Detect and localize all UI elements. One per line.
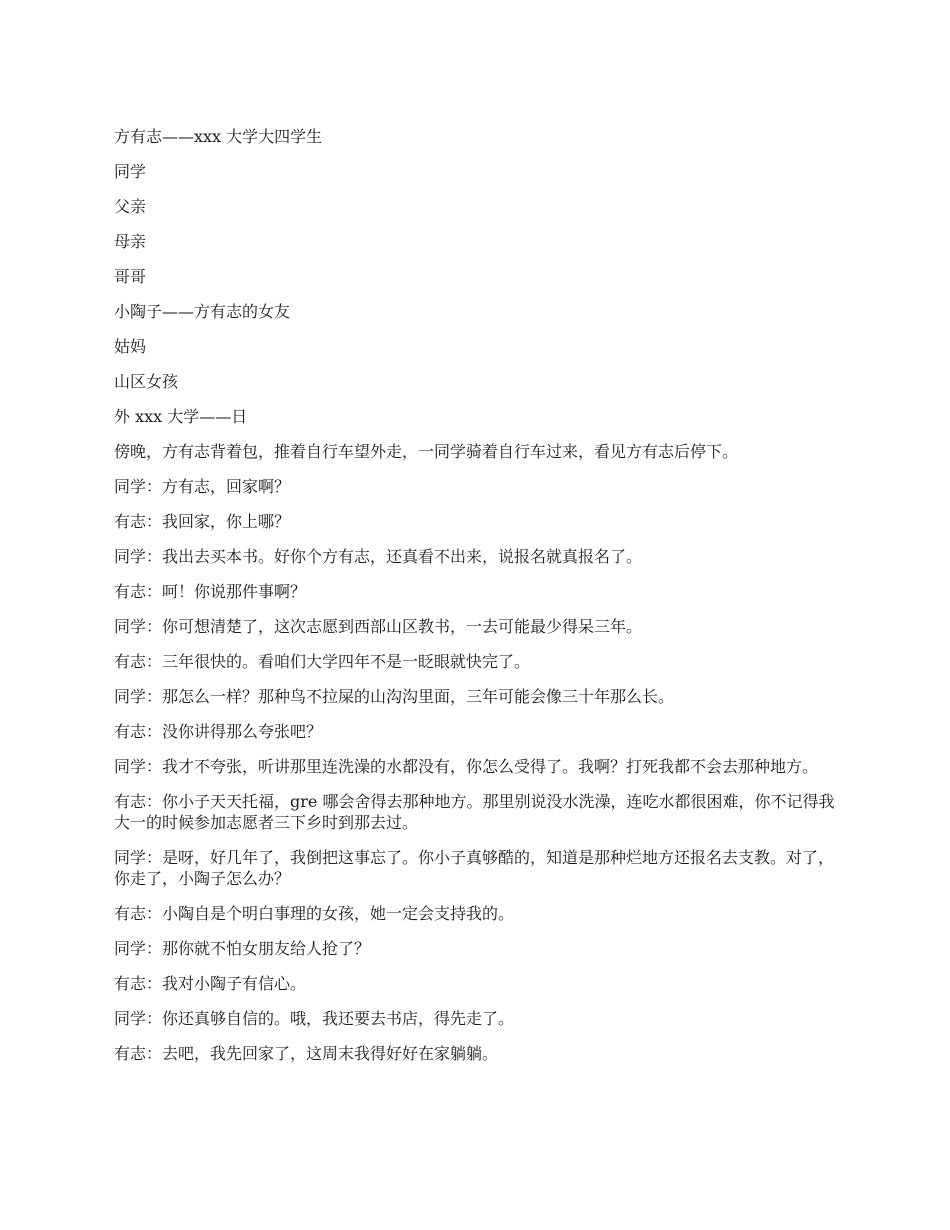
dialogue-line: 有志：我回家，你上哪？ xyxy=(114,512,291,531)
cast-line-mother: 母亲 xyxy=(114,232,147,251)
document-body xyxy=(114,126,842,1078)
cast-line-father: 父亲 xyxy=(114,197,147,216)
dialogue-line: 同学：那你就不怕女朋友给人抢了？ xyxy=(114,939,371,958)
dialogue-line: 有志：我对小陶子有信心。 xyxy=(114,974,307,993)
scene-heading: 外 xxx 大学——日 xyxy=(114,407,248,426)
dialogue-line: 同学：是呀，好几年了，我倒把这事忘了。你小子真够酷的，知道是那种烂地方还报名去支教。对了，你走了，小陶子怎么办？ xyxy=(114,848,835,888)
dialogue-line: 同学：我才不夸张，听讲那里连洗澡的水都没有，你怎么受得了。我啊？打死我都不会去那种地方。 xyxy=(114,757,819,776)
dialogue-line: 同学：你还真够自信的。哦，我还要去书店，得先走了。 xyxy=(114,1009,515,1028)
dialogue-line: 有志：你小子天天托福，gre 哪会舍得去那种地方。那里别说没水洗澡，连吃水都很困难，你不记得我大一的时候参加志愿者三下乡时到那去过。 xyxy=(114,792,835,832)
dialogue-line: 有志：去吧，我先回家了，这周末我得好好在家躺躺。 xyxy=(114,1044,499,1063)
cast-line-aunt: 姑妈 xyxy=(114,337,147,356)
dialogue-line: 同学：我出去买本书。好你个方有志，还真看不出来，说报名就真报名了。 xyxy=(114,547,643,566)
dialogue-line: 有志：呵！你说那件事啊？ xyxy=(114,582,307,601)
dialogue-line: 有志：三年很快的。看咱们大学四年不是一眨眼就快完了。 xyxy=(114,652,531,671)
dialogue-line: 有志：小陶自是个明白事理的女孩，她一定会支持我的。 xyxy=(114,904,515,923)
dialogue-line: 同学：那怎么一样？那种鸟不拉屎的山沟沟里面，三年可能会像三十年那么长。 xyxy=(114,687,675,706)
dialogue-line: 同学：方有志，回家啊？ xyxy=(114,477,291,496)
cast-line-mountain-girl: 山区女孩 xyxy=(114,372,179,391)
scene-description: 傍晚，方有志背着包，推着自行车望外走，一同学骑着自行车过来，看见方有志后停下。 xyxy=(114,442,739,461)
cast-line-protagonist: 方有志——xxx 大学大四学生 xyxy=(114,127,323,146)
cast-line-brother: 哥哥 xyxy=(114,267,147,286)
dialogue-line: 有志：没你讲得那么夸张吧？ xyxy=(114,722,323,741)
cast-line-classmate: 同学 xyxy=(114,162,147,181)
cast-line-girlfriend: 小陶子——方有志的女友 xyxy=(114,302,291,321)
dialogue-line: 同学：你可想清楚了，这次志愿到西部山区教书，一去可能最少得呆三年。 xyxy=(114,617,643,636)
